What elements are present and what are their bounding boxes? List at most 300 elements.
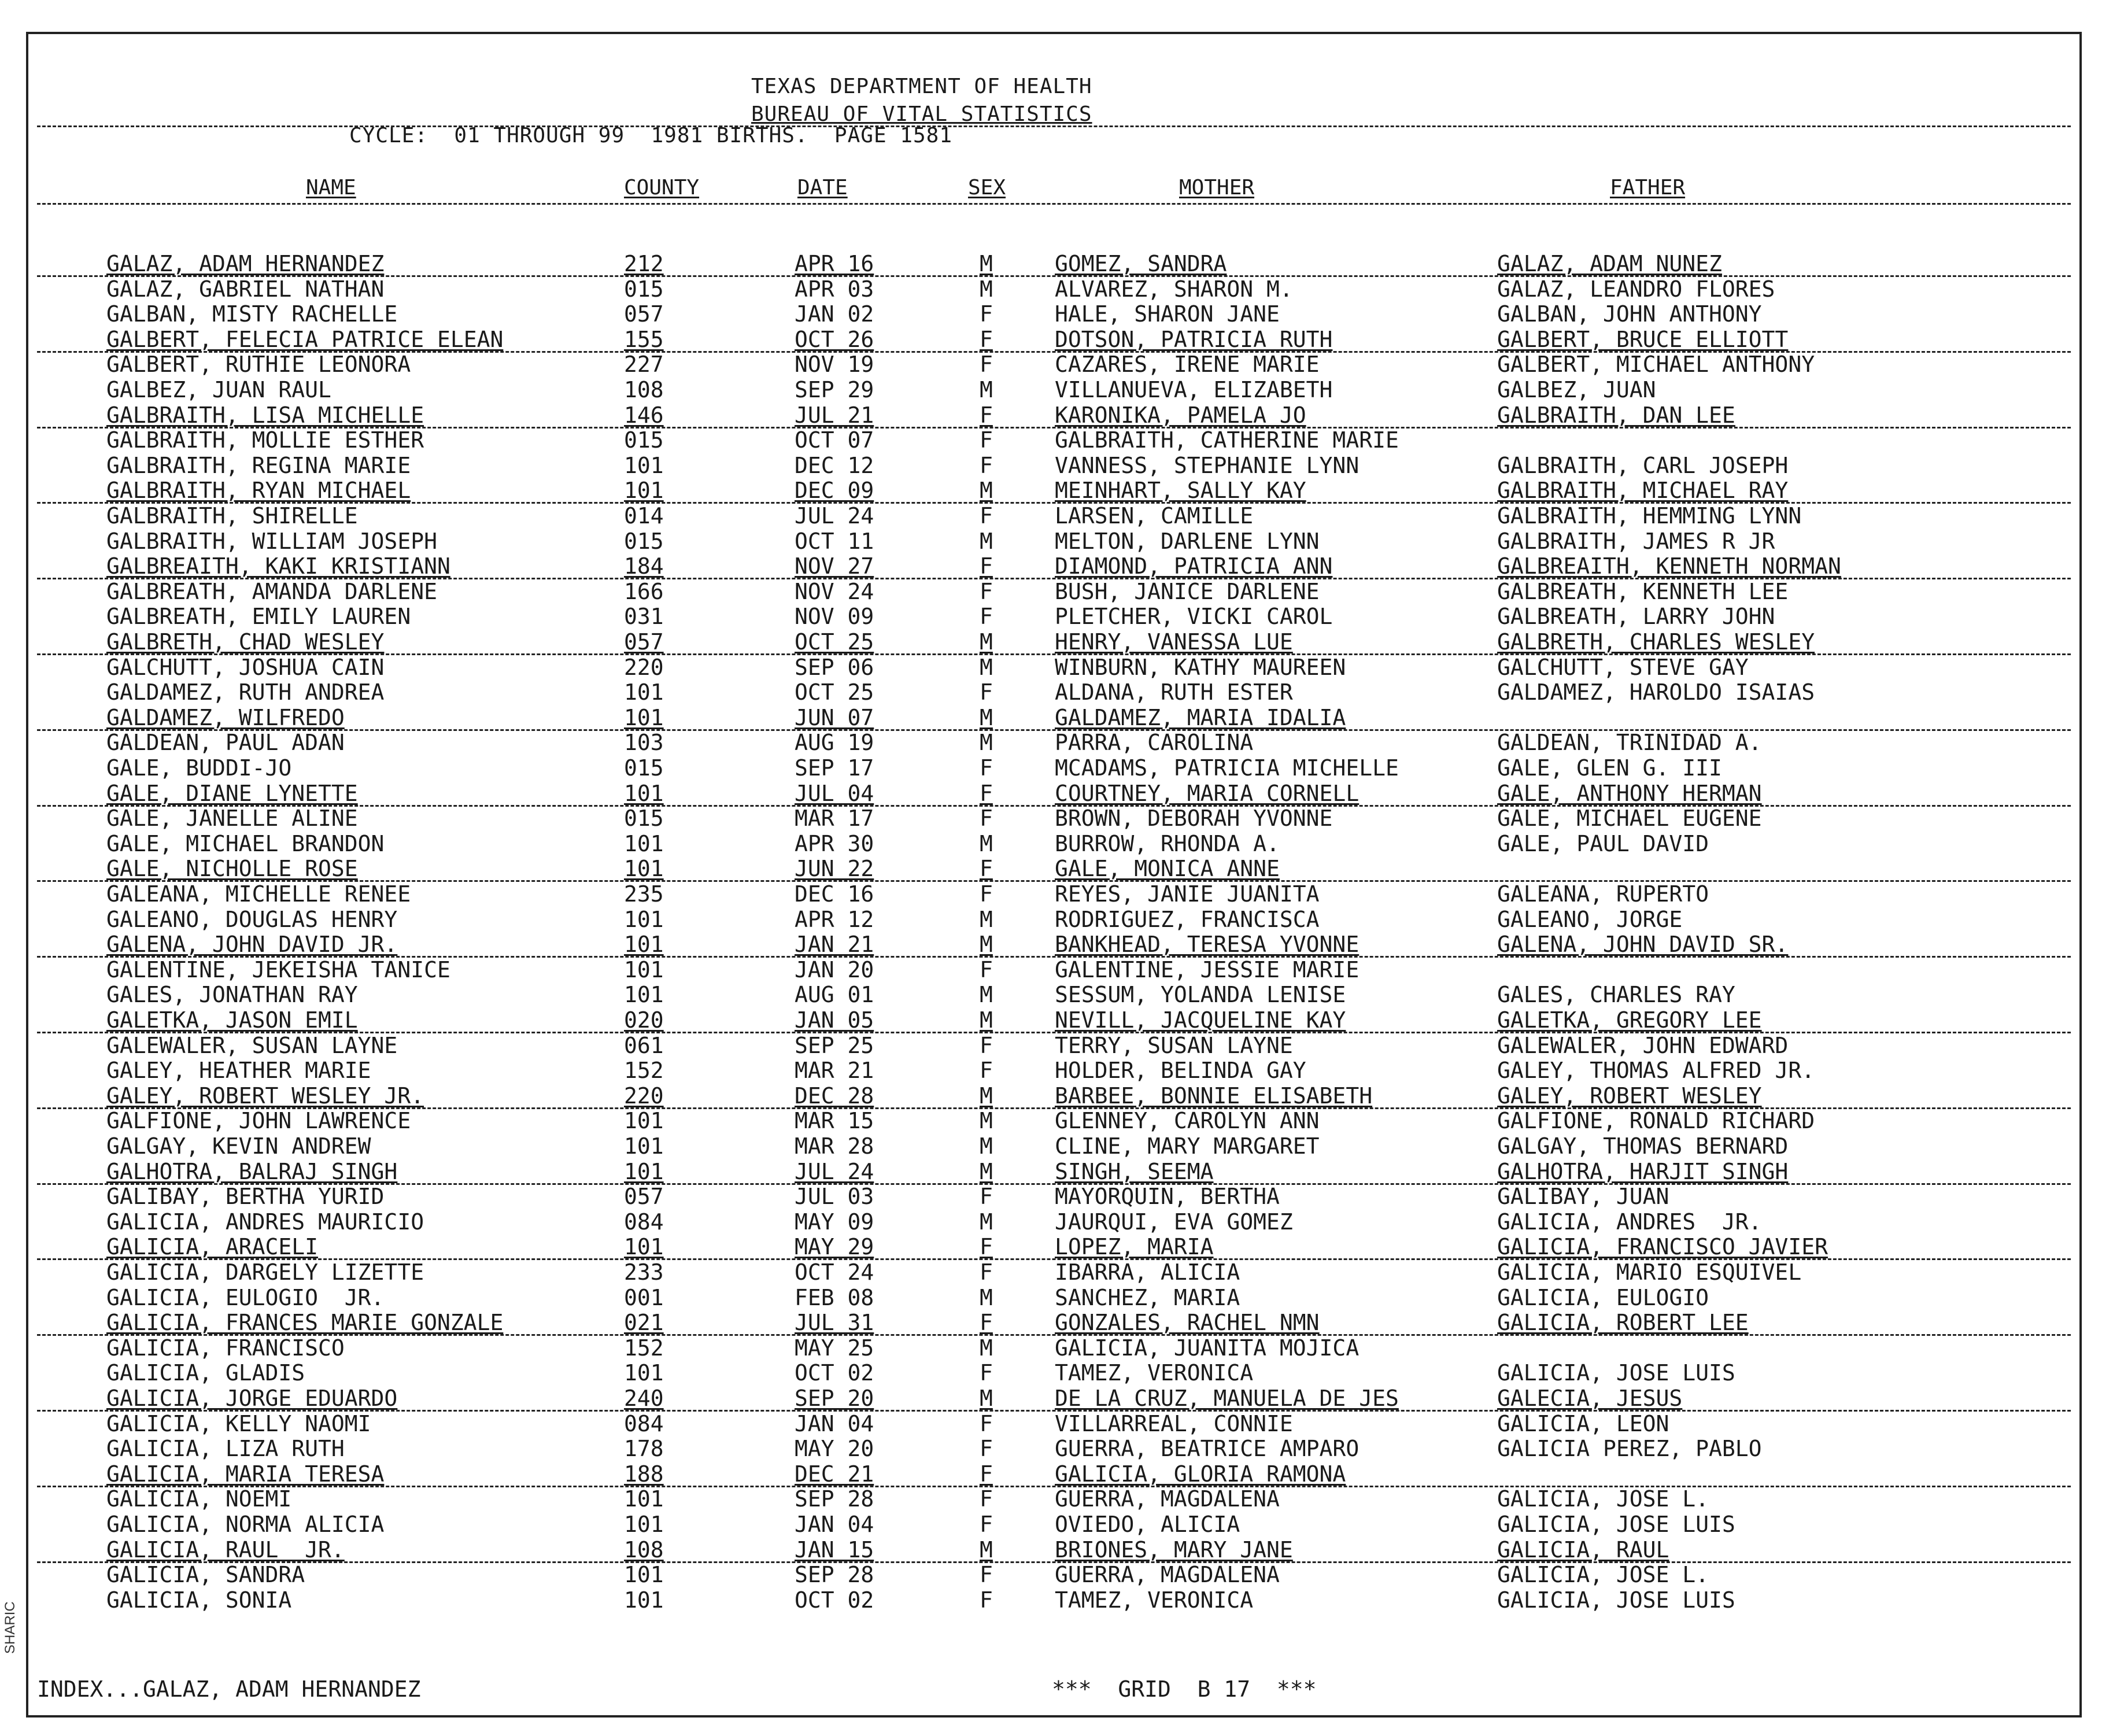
record-father: GALDEAN, TRINIDAD A. <box>1497 730 1762 756</box>
record-row <box>28 1184 2079 1209</box>
record-row <box>28 705 2079 730</box>
record-row <box>28 831 2079 856</box>
record-row <box>28 907 2079 932</box>
record-name: GALHOTRA, BALRAJ SINGH <box>106 1158 398 1184</box>
record-mother: BROWN, DEBORAH YVONNE <box>1055 806 1333 832</box>
record-name: GALFIONE, JOHN LAWRENCE <box>106 1108 411 1134</box>
record-date: APR 12 <box>795 906 874 932</box>
record-father: GALBREAITH, KENNETH NORMAN <box>1497 553 1841 579</box>
record-county: 220 <box>624 654 664 680</box>
record-date: NOV 24 <box>795 578 874 604</box>
record-date: AUG 01 <box>795 982 874 1008</box>
record-county: 101 <box>624 906 664 932</box>
record-date: JAN 15 <box>795 1536 874 1563</box>
record-date: OCT 02 <box>795 1587 874 1613</box>
record-father: GALAZ, ADAM NUNEZ <box>1497 251 1722 276</box>
record-father: GALBRAITH, CARL JOSEPH <box>1497 452 1789 478</box>
record-mother: MELTON, DARLENE LYNN <box>1055 528 1320 554</box>
record-county: 101 <box>624 1158 664 1184</box>
record-mother: REYES, JANIE JUANITA <box>1055 881 1320 907</box>
record-father: GALICIA, MARIO ESQUIVEL <box>1497 1259 1802 1285</box>
record-date: MAY 09 <box>795 1209 874 1235</box>
record-county: 101 <box>624 1234 664 1260</box>
record-mother: BUSH, JANICE DARLENE <box>1055 578 1320 604</box>
record-sex: M <box>980 1335 993 1361</box>
record-row <box>28 301 2079 327</box>
record-name: GALBRETH, CHAD WESLEY <box>106 629 385 655</box>
record-row <box>28 755 2079 781</box>
record-row <box>28 1562 2079 1587</box>
record-father: GALEWALER, JOHN EDWARD <box>1497 1032 1789 1058</box>
record-sex: F <box>980 301 993 327</box>
record-name: GALICIA, RAUL JR. <box>106 1536 345 1563</box>
record-sex: F <box>980 1436 993 1462</box>
record-date: DEC 21 <box>795 1461 874 1487</box>
record-name: GALICIA, GLADIS <box>106 1360 305 1386</box>
record-father: GALBRAITH, MICHAEL RAY <box>1497 478 1789 504</box>
record-father: GALIBAY, JUAN <box>1497 1184 1669 1210</box>
record-sex: F <box>980 1562 993 1588</box>
record-sex: F <box>980 1410 993 1436</box>
record-row <box>28 1133 2079 1159</box>
col-mother: MOTHER <box>1179 176 1255 200</box>
record-row <box>28 579 2079 604</box>
record-county: 227 <box>624 352 664 378</box>
record-date: JUL 24 <box>795 1158 874 1184</box>
record-mother: MAYORQUIN, BERTHA <box>1055 1184 1280 1210</box>
record-name: GALICIA, MARIA TERESA <box>106 1461 385 1487</box>
record-name: GALICIA, EULOGIO JR. <box>106 1284 385 1310</box>
record-row <box>28 402 2079 428</box>
record-sex: M <box>980 704 993 730</box>
record-mother: GLENNEY, CAROLYN ANN <box>1055 1108 1320 1134</box>
record-county: 101 <box>624 704 664 730</box>
record-father: GALE, MICHAEL EUGENE <box>1497 806 1762 832</box>
record-row <box>28 377 2079 402</box>
record-county: 015 <box>624 427 664 453</box>
record-date: SEP 28 <box>795 1562 874 1588</box>
record-name: GALE, DIANE LYNETTE <box>106 780 358 806</box>
record-name: GALE, JANELLE ALINE <box>106 806 358 832</box>
record-sex: M <box>980 528 993 554</box>
record-father: GALHOTRA, HARJIT SINGH <box>1497 1158 1789 1184</box>
record-mother: CLINE, MARY MARGARET <box>1055 1133 1320 1159</box>
record-date: NOV 27 <box>795 553 874 579</box>
col-sex: SEX <box>968 176 1006 200</box>
record-date: NOV 09 <box>795 604 874 630</box>
record-father: GALBERT, MICHAEL ANTHONY <box>1497 352 1815 378</box>
record-county: 233 <box>624 1259 664 1285</box>
record-name: GALICIA, FRANCISCO <box>106 1335 345 1361</box>
record-date: APR 16 <box>795 251 874 276</box>
record-sex: M <box>980 1284 993 1310</box>
record-row <box>28 730 2079 755</box>
record-mother: HOLDER, BELINDA GAY <box>1055 1058 1306 1084</box>
record-name: GALBEZ, JUAN RAUL <box>106 377 331 402</box>
record-row <box>28 1537 2079 1563</box>
record-row <box>28 881 2079 907</box>
record-name: GALEY, HEATHER MARIE <box>106 1058 371 1084</box>
record-row <box>28 957 2079 982</box>
record-sex: F <box>980 352 993 378</box>
record-father: GALEY, THOMAS ALFRED JR. <box>1497 1058 1815 1084</box>
record-name: GALBRAITH, REGINA MARIE <box>106 452 411 478</box>
record-date: MAY 25 <box>795 1335 874 1361</box>
record-father: GALE, ANTHONY HERMAN <box>1497 780 1762 806</box>
record-county: 188 <box>624 1461 664 1487</box>
record-date: OCT 24 <box>795 1259 874 1285</box>
record-county: 240 <box>624 1386 664 1411</box>
record-county: 101 <box>624 452 664 478</box>
record-date: OCT 25 <box>795 679 874 706</box>
record-date: SEP 06 <box>795 654 874 680</box>
record-row <box>28 1159 2079 1184</box>
record-father: GALICIA, EULOGIO <box>1497 1284 1709 1310</box>
record-county: 101 <box>624 1512 664 1537</box>
record-sex: F <box>980 1058 993 1084</box>
record-mother: GUERRA, MAGDALENA <box>1055 1562 1280 1588</box>
record-date: MAR 21 <box>795 1058 874 1084</box>
record-father: GALGAY, THOMAS BERNARD <box>1497 1133 1789 1159</box>
record-sex: F <box>980 503 993 529</box>
record-mother: GALBRAITH, CATHERINE MARIE <box>1055 427 1399 453</box>
record-name: GALAZ, ADAM HERNANDEZ <box>106 251 385 276</box>
record-father: GALBRETH, CHARLES WESLEY <box>1497 629 1815 655</box>
record-sex: M <box>980 377 993 402</box>
record-date: MAR 17 <box>795 806 874 832</box>
record-county: 057 <box>624 629 664 655</box>
record-mother: NEVILL, JACQUELINE KAY <box>1055 1007 1346 1033</box>
record-row <box>28 655 2079 680</box>
record-mother: GALDAMEZ, MARIA IDALIA <box>1055 704 1346 730</box>
record-county: 031 <box>624 604 664 630</box>
record-sex: M <box>980 1209 993 1235</box>
record-row <box>28 679 2079 705</box>
record-mother: SANCHEZ, MARIA <box>1055 1284 1240 1310</box>
record-name: GALICIA, ARACELI <box>106 1234 319 1260</box>
record-date: MAR 28 <box>795 1133 874 1159</box>
record-name: GALICIA, DARGELY LIZETTE <box>106 1259 424 1285</box>
record-date: JUL 04 <box>795 780 874 806</box>
record-father: GALE, GLEN G. III <box>1497 755 1722 781</box>
grid-footer: *** GRID B 17 *** <box>1052 1676 1317 1702</box>
record-date: JUN 07 <box>795 704 874 730</box>
col-father: FATHER <box>1610 176 1686 200</box>
record-mother: OVIEDO, ALICIA <box>1055 1512 1240 1537</box>
record-sex: M <box>980 629 993 655</box>
record-date: DEC 28 <box>795 1083 874 1109</box>
record-row <box>28 1259 2079 1285</box>
record-county: 220 <box>624 1083 664 1109</box>
record-mother: COURTNEY, MARIA CORNELL <box>1055 780 1360 806</box>
record-sex: F <box>980 1234 993 1260</box>
record-row <box>28 1310 2079 1335</box>
record-date: JUL 03 <box>795 1184 874 1210</box>
record-name: GALE, NICHOLLE ROSE <box>106 856 358 882</box>
record-sex: M <box>980 1158 993 1184</box>
record-father: GALE, PAUL DAVID <box>1497 830 1709 856</box>
record-sex: F <box>980 1259 993 1285</box>
record-date: JAN 04 <box>795 1512 874 1537</box>
record-sex: M <box>980 1536 993 1563</box>
record-row <box>28 453 2079 478</box>
record-sex: F <box>980 326 993 352</box>
cycle-line: CYCLE: 01 THROUGH 99 1981 BIRTHS. PAGE 1581 <box>349 124 952 147</box>
side-label: SHARIC <box>2 1601 18 1654</box>
record-county: 108 <box>624 1536 664 1563</box>
record-name: GALDAMEZ, WILFREDO <box>106 704 345 730</box>
record-name: GALENA, JOHN DAVID JR. <box>106 932 398 958</box>
record-county: 057 <box>624 1184 664 1210</box>
record-sex: F <box>980 780 993 806</box>
record-county: 101 <box>624 932 664 958</box>
record-county: 084 <box>624 1209 664 1235</box>
record-sex: M <box>980 906 993 932</box>
record-mother: GUERRA, MAGDALENA <box>1055 1486 1280 1512</box>
record-mother: DIAMOND, PATRICIA ANN <box>1055 553 1333 579</box>
record-row <box>28 629 2079 655</box>
record-row <box>28 1461 2079 1487</box>
record-father: GALICIA PEREZ, PABLO <box>1497 1436 1762 1462</box>
record-name: GALBREATH, AMANDA DARLENE <box>106 578 437 604</box>
record-father: GALBERT, BRUCE ELLIOTT <box>1497 326 1789 352</box>
record-county: 015 <box>624 755 664 781</box>
record-county: 101 <box>624 956 664 982</box>
record-mother: SESSUM, YOLANDA LENISE <box>1055 982 1346 1008</box>
record-row <box>28 604 2079 629</box>
record-father: GALFIONE, RONALD RICHARD <box>1497 1108 1815 1134</box>
record-county: 021 <box>624 1310 664 1336</box>
record-date: FEB 08 <box>795 1284 874 1310</box>
record-mother: GUERRA, BEATRICE AMPARO <box>1055 1436 1360 1462</box>
record-mother: RODRIGUEZ, FRANCISCA <box>1055 906 1320 932</box>
record-father: GALEANO, JORGE <box>1497 906 1683 932</box>
record-date: AUG 19 <box>795 730 874 756</box>
record-county: 103 <box>624 730 664 756</box>
record-mother: HALE, SHARON JANE <box>1055 301 1280 327</box>
record-sex: F <box>980 755 993 781</box>
record-row <box>28 1209 2079 1235</box>
record-row <box>28 503 2079 529</box>
record-sex: M <box>980 730 993 756</box>
record-name: GALICIA, SANDRA <box>106 1562 305 1588</box>
record-date: OCT 07 <box>795 427 874 453</box>
record-name: GALETKA, JASON EMIL <box>106 1007 358 1033</box>
record-row <box>28 982 2079 1007</box>
index-footer: INDEX...GALAZ, ADAM HERNANDEZ <box>37 1676 421 1702</box>
record-date: SEP 20 <box>795 1386 874 1411</box>
record-name: GALDAMEZ, RUTH ANDREA <box>106 679 385 706</box>
record-name: GALBRAITH, RYAN MICHAEL <box>106 478 411 504</box>
record-row <box>28 806 2079 831</box>
record-father: GALDAMEZ, HAROLDO ISAIAS <box>1497 679 1815 706</box>
record-name: GALBRAITH, WILLIAM JOSEPH <box>106 528 437 554</box>
record-father: GALBREATH, LARRY JOHN <box>1497 604 1775 630</box>
record-name: GALBRAITH, SHIRELLE <box>106 503 358 529</box>
record-sex: M <box>980 478 993 504</box>
record-father: GALBRAITH, DAN LEE <box>1497 402 1735 428</box>
record-row <box>28 1033 2079 1058</box>
record-name: GALAZ, GABRIEL NATHAN <box>106 276 385 302</box>
record-father: GALBAN, JOHN ANTHONY <box>1497 301 1762 327</box>
record-mother: TERRY, SUSAN LAYNE <box>1055 1032 1293 1058</box>
record-mother: MCADAMS, PATRICIA MICHELLE <box>1055 755 1399 781</box>
record-name: GALEWALER, SUSAN LAYNE <box>106 1032 398 1058</box>
record-mother: GOMEZ, SANDRA <box>1055 251 1227 276</box>
col-name: NAME <box>306 176 356 200</box>
record-date: MAY 20 <box>795 1436 874 1462</box>
header-divider <box>37 125 2071 127</box>
record-county: 212 <box>624 251 664 276</box>
record-county: 015 <box>624 806 664 832</box>
record-name: GALICIA, KELLY NAOMI <box>106 1410 371 1436</box>
record-name: GALENTINE, JEKEISHA TANICE <box>106 956 450 982</box>
record-name: GALBRAITH, MOLLIE ESTHER <box>106 427 424 453</box>
record-county: 152 <box>624 1058 664 1084</box>
record-sex: M <box>980 1386 993 1411</box>
record-county: 101 <box>624 1360 664 1386</box>
record-date: JAN 04 <box>795 1410 874 1436</box>
record-name: GALE, MICHAEL BRANDON <box>106 830 385 856</box>
record-name: GALEANO, DOUGLAS HENRY <box>106 906 398 932</box>
record-date: JUN 22 <box>795 856 874 882</box>
record-date: JUL 24 <box>795 503 874 529</box>
record-sex: F <box>980 1587 993 1613</box>
record-date: JAN 21 <box>795 932 874 958</box>
record-father: GALICIA, RAUL <box>1497 1536 1669 1563</box>
record-name: GALBERT, FELECIA PATRICE ELEAN <box>106 326 504 352</box>
record-county: 015 <box>624 276 664 302</box>
record-mother: TAMEZ, VERONICA <box>1055 1360 1254 1386</box>
record-date: DEC 16 <box>795 881 874 907</box>
record-row <box>28 427 2079 453</box>
record-sex: M <box>980 1133 993 1159</box>
record-name: GALEANA, MICHELLE RENEE <box>106 881 411 907</box>
record-name: GALBREATH, EMILY LAUREN <box>106 604 411 630</box>
record-sex: F <box>980 1310 993 1336</box>
record-date: SEP 28 <box>795 1486 874 1512</box>
record-mother: MEINHART, SALLY KAY <box>1055 478 1306 504</box>
record-sheet <box>26 32 2082 1717</box>
record-row <box>28 553 2079 579</box>
record-name: GALICIA, NOEMI <box>106 1486 292 1512</box>
record-sex: M <box>980 1083 993 1109</box>
record-father: GALCHUTT, STEVE GAY <box>1497 654 1749 680</box>
record-father: GALETKA, GREGORY LEE <box>1497 1007 1762 1033</box>
record-row <box>28 856 2079 881</box>
record-row <box>28 1411 2079 1436</box>
record-father: GALES, CHARLES RAY <box>1497 982 1735 1008</box>
record-row <box>28 1587 2079 1613</box>
record-county: 101 <box>624 1486 664 1512</box>
record-mother: GALE, MONICA ANNE <box>1055 856 1280 882</box>
record-county: 101 <box>624 1108 664 1134</box>
record-date: OCT 26 <box>795 326 874 352</box>
record-father: GALICIA, JOSE LUIS <box>1497 1360 1735 1386</box>
record-name: GALICIA, NORMA ALICIA <box>106 1512 385 1537</box>
record-county: 166 <box>624 578 664 604</box>
record-county: 101 <box>624 478 664 504</box>
record-father: GALICIA, ANDRES JR. <box>1497 1209 1762 1235</box>
record-sex: F <box>980 1184 993 1210</box>
record-father: GALICIA, JOSE LUIS <box>1497 1512 1735 1537</box>
record-sex: F <box>980 1360 993 1386</box>
record-sex: F <box>980 679 993 706</box>
record-mother: CAZARES, IRENE MARIE <box>1055 352 1320 378</box>
record-county: 101 <box>624 679 664 706</box>
record-sex: M <box>980 982 993 1008</box>
record-row <box>28 1386 2079 1411</box>
record-mother: BURROW, RHONDA A. <box>1055 830 1280 856</box>
record-mother: HENRY, VANESSA LUE <box>1055 629 1293 655</box>
record-sex: M <box>980 1108 993 1134</box>
record-mother: GALICIA, JUANITA MOJICA <box>1055 1335 1360 1361</box>
bureau-title: BUREAU OF VITAL STATISTICS <box>751 102 1092 126</box>
record-name: GALICIA, JORGE EDUARDO <box>106 1386 398 1411</box>
record-father: GALEY, ROBERT WESLEY <box>1497 1083 1762 1109</box>
column-headers <box>28 176 2079 201</box>
record-sex: F <box>980 856 993 882</box>
record-county: 015 <box>624 528 664 554</box>
record-row <box>28 1234 2079 1259</box>
record-date: JAN 02 <box>795 301 874 327</box>
record-father: GALBRAITH, JAMES R JR <box>1497 528 1775 554</box>
record-mother: DE LA CRUZ, MANUELA DE JES <box>1055 1386 1399 1411</box>
record-county: 178 <box>624 1436 664 1462</box>
record-sex: M <box>980 830 993 856</box>
record-row <box>28 276 2079 302</box>
record-date: NOV 19 <box>795 352 874 378</box>
record-name: GALBERT, RUTHIE LEONORA <box>106 352 411 378</box>
record-mother: KARONIKA, PAMELA JO <box>1055 402 1306 428</box>
record-name: GALE, BUDDI-JO <box>106 755 292 781</box>
record-sex: F <box>980 578 993 604</box>
record-row <box>28 1360 2079 1386</box>
record-county: 084 <box>624 1410 664 1436</box>
record-county: 101 <box>624 1133 664 1159</box>
record-county: 020 <box>624 1007 664 1033</box>
record-name: GALES, JONATHAN RAY <box>106 982 358 1008</box>
record-mother: BANKHEAD, TERESA YVONNE <box>1055 932 1360 958</box>
record-sex: F <box>980 956 993 982</box>
record-mother: BRIONES, MARY JANE <box>1055 1536 1293 1563</box>
record-date: JAN 20 <box>795 956 874 982</box>
record-county: 061 <box>624 1032 664 1058</box>
record-county: 057 <box>624 301 664 327</box>
record-row <box>28 1083 2079 1109</box>
record-sex: F <box>980 452 993 478</box>
record-mother: PARRA, CAROLINA <box>1055 730 1254 756</box>
record-date: JUL 31 <box>795 1310 874 1336</box>
record-row <box>28 251 2079 276</box>
record-father: GALECIA, JESUS <box>1497 1386 1683 1411</box>
record-county: 235 <box>624 881 664 907</box>
record-row <box>28 1486 2079 1512</box>
record-father: GALICIA, JOSE LUIS <box>1497 1587 1735 1613</box>
record-mother: LOPEZ, MARIA <box>1055 1234 1214 1260</box>
record-row <box>28 1058 2079 1083</box>
record-county: 101 <box>624 1562 664 1588</box>
record-sex: M <box>980 276 993 302</box>
record-mother: IBARRA, ALICIA <box>1055 1259 1240 1285</box>
record-date: JUL 21 <box>795 402 874 428</box>
record-father: GALEANA, RUPERTO <box>1497 881 1709 907</box>
record-name: GALICIA, LIZA RUTH <box>106 1436 345 1462</box>
record-sex: F <box>980 604 993 630</box>
record-sex: F <box>980 427 993 453</box>
record-sex: M <box>980 932 993 958</box>
record-mother: GALENTINE, JESSIE MARIE <box>1055 956 1360 982</box>
